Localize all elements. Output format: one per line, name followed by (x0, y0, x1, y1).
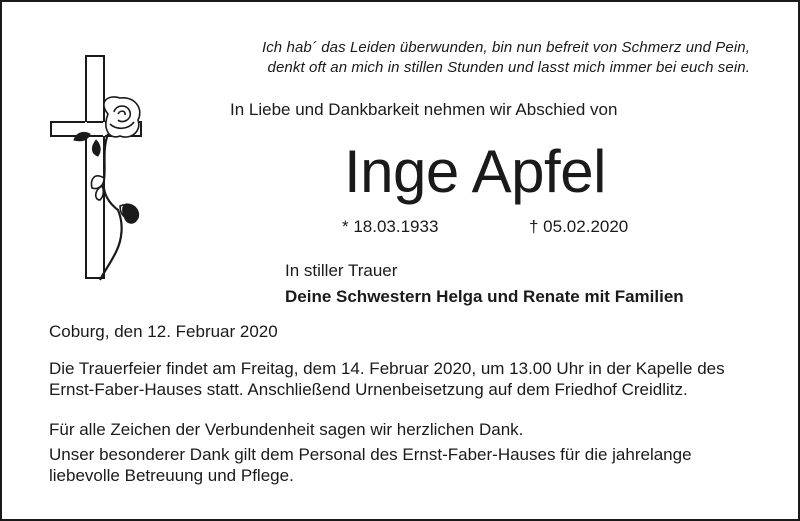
thanks-paragraph: Für alle Zeichen der Verbundenheit sagen wir herzlichen Dank. (49, 420, 524, 439)
funeral-details-paragraph: Die Trauerfeier findet am Freitag, dem 14. Februar 2020, um 13.00 Uhr in der Kapelle des Ernst-Faber-Hauses statt. Anschließend Urnenbeisetzung auf dem Friedhof Creidlitz. (49, 359, 725, 399)
poem-line-2: denkt oft an mich in stillen Stunden und lasst mich immer bei euch sein. (267, 59, 750, 76)
place-and-date: Coburg, den 12. Februar 2020 (49, 322, 278, 341)
mourners-names: Deine Schwestern Helga und Renate mit Familien (285, 287, 684, 306)
cross-with-rose-icon (46, 54, 146, 284)
poem-verse (262, 38, 750, 78)
deceased-name: Inge Apfel (344, 138, 606, 205)
mourning-label: In stiller Trauer (285, 261, 398, 280)
poem-line-1: Ich hab´ das Leiden überwunden, bin nun befreit von Schmerz und Pein, (261, 39, 750, 56)
staff-thanks-paragraph: Unser besonderer Dank gilt dem Personal des Ernst-Faber-Hauses für die jahrelange liebevolle Betreuung und Pflege. (49, 445, 692, 485)
death-date: † 05.02.2020 (529, 217, 629, 236)
birth-date: * 18.03.1933 (342, 217, 439, 236)
farewell-intro: In Liebe und Dankbarkeit nehmen wir Abschied von (230, 100, 618, 119)
